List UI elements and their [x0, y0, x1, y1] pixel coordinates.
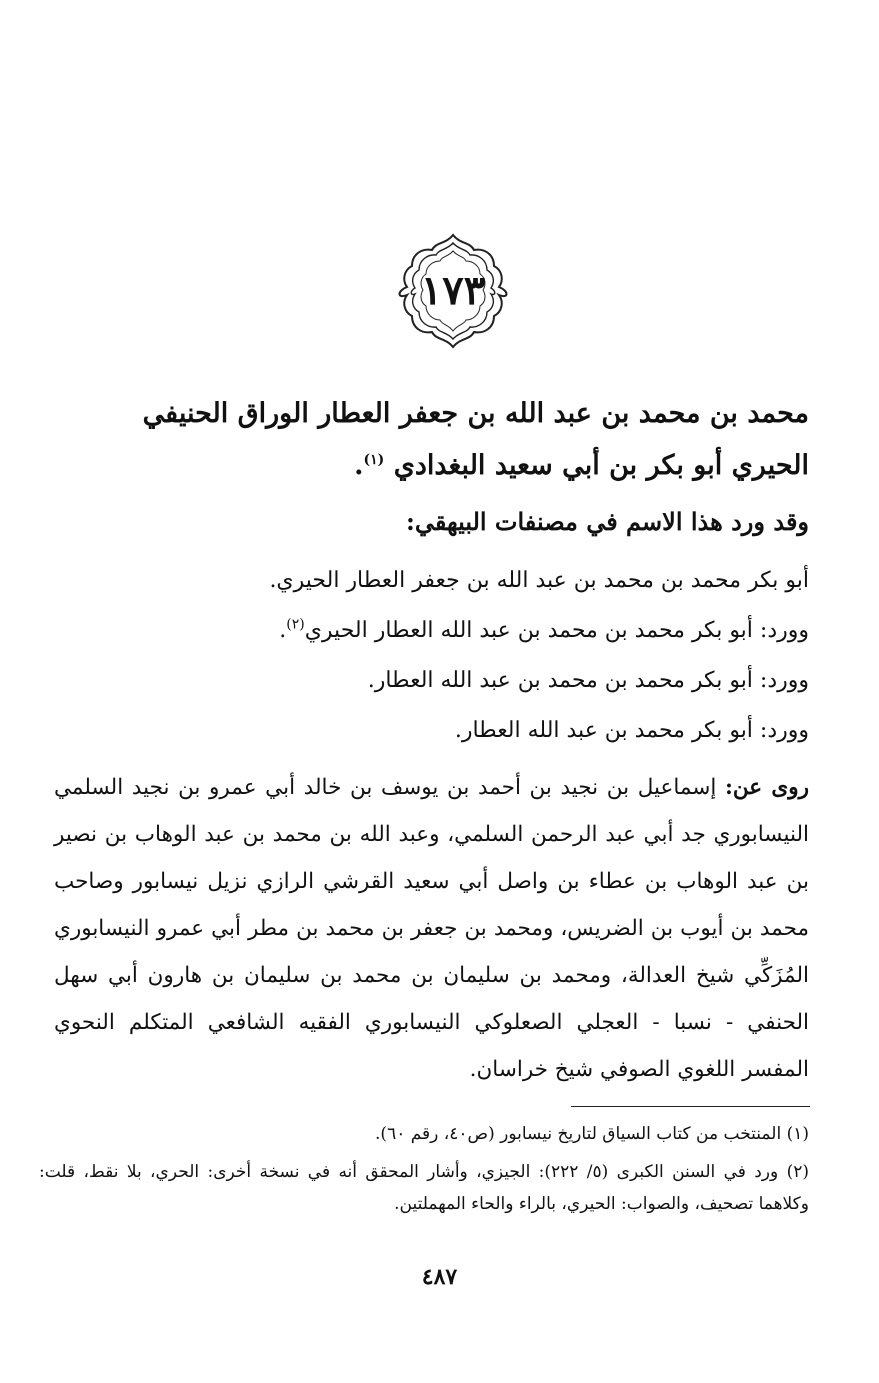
footnote-text: المنتخب من كتاب السياق لتاريخ نيسابور (ص٤٠، رقم ٦٠).	[375, 1124, 782, 1144]
footnote-marker: (١)	[786, 1124, 809, 1144]
variant-line-1	[69, 556, 809, 606]
variant-text: وورد: أبو بكر محمد بن محمد بن عبد الله العطار الحيري	[304, 618, 809, 643]
footnote-2	[39, 1156, 809, 1220]
narrated-from-text: إسماعيل بن نجيد بن أحمد بن يوسف بن خالد أبي عمرو بن نجيد السلمي النيسابوري جد أبي عبد الرحمن السلمي، وعبد الله بن محمد بن عبد الوهاب بن نصير بن عبد الوهاب بن عطاء بن واصل أبي سعيد القرشي الرازي نزيل نيسابور وصاحب محمد بن أيوب بن الضريس، ومحمد بن جعفر بن محمد بن مطر أبي عمرو النيسابوري المُزَكِّي شيخ العدالة، ومحمد بن سليمان بن محمد بن سليمان بن هارون أبي سهل الحنفي - نسبا - العجلي الصعلوكي النيسابوري الفقيه الشافعي المتكلم النحوي المفسر اللغوي الصوفي شيخ خراسان.	[54, 775, 809, 1082]
heading-name-text: الحيري أبو بكر بن أبي سعيد البغدادي	[393, 450, 809, 481]
entry-number-ornament	[394, 232, 512, 350]
narrated-from-label: روى عن:	[724, 775, 809, 800]
variant-text: أبو بكر محمد بن محمد بن عبد الله بن جعفر العطار الحيري.	[269, 568, 809, 593]
entry-heading-line-2	[89, 438, 809, 494]
variant-line-4	[69, 706, 809, 756]
narrated-from-paragraph	[54, 764, 809, 1093]
footnote-ref-2: (٢)	[286, 616, 305, 633]
variant-line-2	[69, 606, 809, 656]
variants-subheading: وقد ورد هذا الاسم في مصنفات البيهقي:	[406, 507, 809, 536]
page-number: ٤٨٧	[421, 1264, 458, 1290]
footnote-marker: (٢)	[786, 1162, 810, 1182]
variant-line-3	[69, 656, 809, 706]
footnote-ref-1: (١)	[363, 452, 385, 468]
footnote-1	[39, 1118, 809, 1150]
variant-text: وورد: أبو بكر محمد بن عبد الله العطار.	[454, 718, 809, 743]
variant-text: وورد: أبو بكر محمد بن محمد بن عبد الله العطار.	[367, 668, 809, 693]
footnote-divider	[571, 1106, 810, 1107]
entry-number: ١٧٣	[420, 267, 486, 314]
heading-end-mark: .	[354, 450, 364, 481]
variant-end-mark: .	[279, 618, 287, 643]
footnote-text: ورد في السنن الكبرى (٥/ ٢٢٢): الجيزي، وأشار المحقق أنه في نسخة أخرى: الحري، بلا نقط، قلت: وكلاهما تصحيف، والصواب: الحيري، بالراء والحاء المهملتين.	[39, 1162, 809, 1214]
entry-heading-line-1: محمد بن محمد بن عبد الله بن جعفر العطار الوراق الحنيفي	[142, 398, 809, 429]
